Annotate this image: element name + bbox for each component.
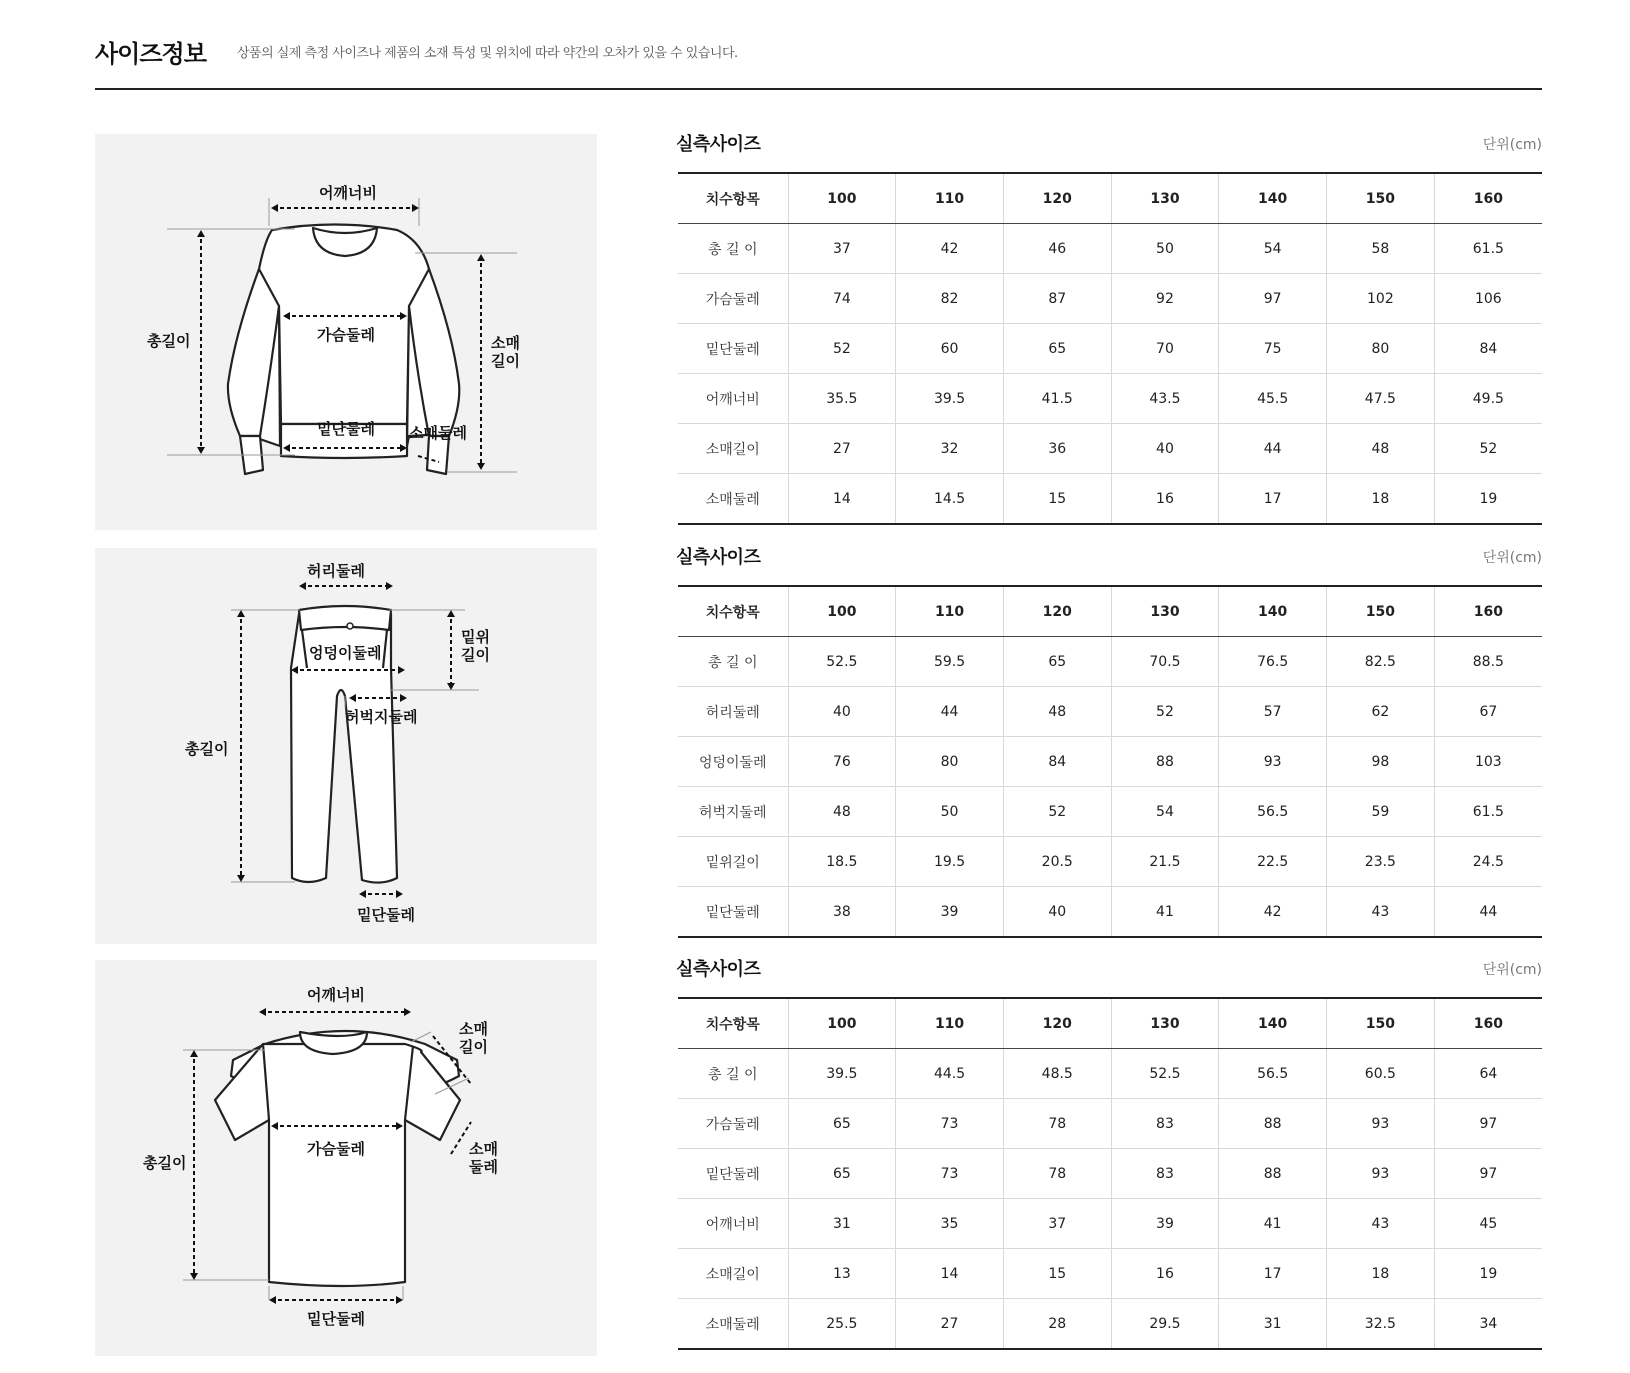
header-cell-size: 150 [1327,173,1435,224]
row-label-cell: 가슴둘레 [678,1099,788,1149]
header-cell-size: 140 [1219,998,1327,1049]
value-cell: 88.5 [1434,637,1542,687]
value-cell: 73 [896,1099,1004,1149]
row-label-cell: 어깨너비 [678,374,788,424]
value-cell: 75 [1219,324,1327,374]
row-label-cell: 어깨너비 [678,1199,788,1249]
table-header-row [678,998,1542,1049]
value-cell: 78 [1003,1149,1111,1199]
value-cell: 18 [1327,474,1435,525]
row-label-cell: 허벅지둘레 [678,787,788,837]
value-cell: 32 [896,424,1004,474]
row-label-cell: 총 길 이 [678,224,788,274]
unit-label: 단위(cm) [1482,550,1542,566]
label-chest: 가슴둘레 [317,326,375,344]
table-row [678,1299,1542,1350]
value-cell: 18 [1327,1249,1435,1299]
value-cell: 50 [1111,224,1219,274]
header-cell-size: 100 [788,173,896,224]
label-tshirt-sleeve-length-2: 길이 [459,1038,488,1056]
row-label-cell: 밑단둘레 [678,1149,788,1199]
value-cell: 76.5 [1219,637,1327,687]
value-cell: 67 [1434,687,1542,737]
header-cell-size: 120 [1003,173,1111,224]
value-cell: 15 [1003,1249,1111,1299]
size-table [678,172,1542,525]
header-cell-size: 120 [1003,586,1111,637]
value-cell: 14 [788,474,896,525]
value-cell: 106 [1434,274,1542,324]
value-cell: 80 [896,737,1004,787]
value-cell: 28 [1003,1299,1111,1350]
value-cell: 41.5 [1003,374,1111,424]
value-cell: 38 [788,887,896,938]
value-cell: 103 [1434,737,1542,787]
value-cell: 88 [1219,1099,1327,1149]
value-cell: 39.5 [788,1049,896,1099]
page-title: 사이즈정보 [95,40,206,68]
tshirt-sleeve-hem-measure-line [451,1122,471,1154]
value-cell: 17 [1219,474,1327,525]
value-cell: 31 [788,1199,896,1249]
row-label-cell: 밑위길이 [678,837,788,887]
value-cell: 83 [1111,1149,1219,1199]
table-row [678,274,1542,324]
value-cell: 97 [1434,1099,1542,1149]
value-cell: 15 [1003,474,1111,525]
table-header-row [678,173,1542,224]
value-cell: 19 [1479,490,1498,507]
value-cell: 20.5 [1003,837,1111,887]
header-cell-size: 150 [1327,586,1435,637]
value-cell: 80 [1327,324,1435,374]
header-cell-size: 130 [1111,586,1219,637]
value-cell: 18.5 [788,837,896,887]
header-cell-size: 110 [896,998,1004,1049]
label-tshirt-chest: 가슴둘레 [307,1140,365,1158]
value-cell: 23.5 [1327,837,1435,887]
value-cell: 35.5 [788,374,896,424]
section-title: 실측사이즈 [676,547,761,568]
unit-label: 단위(cm) [1482,137,1542,153]
label-hem: 밑단둘레 [317,420,375,438]
row-label-cell: 밑단둘레 [678,324,788,374]
value-cell: 40 [1111,424,1219,474]
table-row [678,374,1542,424]
label-pants-hem: 밑단둘레 [357,906,415,924]
section-title: 실측사이즈 [676,134,761,155]
value-cell: 39 [1111,1199,1219,1249]
pants-diagram [95,548,597,944]
size-info-header [95,30,1542,90]
value-cell: 34 [1479,1315,1498,1332]
value-cell: 50 [896,787,1004,837]
table-row [678,737,1542,787]
value-cell: 16 [1111,1249,1219,1299]
table-row [678,1249,1542,1299]
row-label-cell: 소매둘레 [678,474,788,525]
value-cell: 83 [1111,1099,1219,1149]
value-cell: 64 [1434,1049,1542,1099]
value-cell: 41 [1111,887,1219,938]
table-row [678,787,1542,837]
value-cell: 61.5 [1434,787,1542,837]
value-cell: 70.5 [1111,637,1219,687]
value-cell: 88 [1111,737,1219,787]
table-row [678,637,1542,687]
header-cell-size: 110 [896,173,1004,224]
value-cell: 16 [1111,474,1219,525]
value-cell: 25.5 [788,1299,896,1350]
value-cell: 61.5 [1434,224,1542,274]
table-row [678,1149,1542,1199]
table-row [678,837,1542,887]
label-total-length: 총길이 [147,332,191,350]
sweatshirt-illustration [95,134,597,530]
value-cell: 65 [788,1149,896,1199]
section-title: 실측사이즈 [676,959,761,980]
value-cell: 65 [788,1099,896,1149]
value-cell: 35 [896,1199,1004,1249]
label-sleeve-length-1: 소매 [491,334,520,352]
value-cell: 87 [1003,274,1111,324]
value-cell: 24.5 [1434,837,1542,887]
value-cell: 62 [1327,687,1435,737]
value-cell: 27 [788,424,896,474]
value-cell: 57 [1219,687,1327,737]
value-cell: 60.5 [1327,1049,1435,1099]
header-cell-size: 160 [1434,586,1542,637]
value-cell: 56.5 [1219,787,1327,837]
header-cell-size: 100 [788,998,896,1049]
value-cell: 97 [1434,1149,1542,1199]
value-cell: 44 [1219,424,1327,474]
value-cell: 47.5 [1327,374,1435,424]
value-cell: 48 [1003,687,1111,737]
value-cell: 52 [1003,787,1111,837]
value-cell: 44.5 [896,1049,1004,1099]
value-cell: 14.5 [896,474,1004,525]
value-cell: 41 [1219,1199,1327,1249]
table-header-row [678,586,1542,637]
row-label-cell: 허리둘레 [678,687,788,737]
header-cell-size: 130 [1111,998,1219,1049]
value-cell: 43 [1327,1199,1435,1249]
value-cell: 39 [896,887,1004,938]
table-row [678,1099,1542,1149]
tshirt-illustration [95,960,597,1356]
label-sleeve-length-2: 길이 [491,352,520,370]
label-thigh: 허벅지둘레 [345,708,418,726]
size-table [678,585,1542,938]
value-cell: 44 [896,687,1004,737]
unit-label: 단위(cm) [1482,962,1542,978]
value-cell: 32.5 [1327,1299,1435,1350]
label-tshirt-sleeve-length-1: 소매 [459,1020,488,1038]
value-cell: 102 [1327,274,1435,324]
header-cell-size: 140 [1219,173,1327,224]
table-row [678,474,1542,525]
value-cell: 27 [896,1299,1004,1350]
value-cell: 42 [896,224,1004,274]
value-cell: 54 [1111,787,1219,837]
header-cell-item: 치수항목 [678,586,788,637]
label-sleeve-hem: 소매둘레 [409,424,467,442]
tshirt-diagram [95,960,597,1356]
value-cell: 37 [1003,1199,1111,1249]
row-label-cell: 소매길이 [678,424,788,474]
value-cell: 93 [1219,737,1327,787]
value-cell: 52 [1111,687,1219,737]
size-table [678,997,1542,1350]
value-cell: 97 [1219,274,1327,324]
value-cell: 93 [1327,1149,1435,1199]
value-cell: 56.5 [1219,1049,1327,1099]
value-cell: 59.5 [896,637,1004,687]
table-row [678,887,1542,938]
value-cell: 45 [1434,1199,1542,1249]
label-tshirt-hem: 밑단둘레 [307,1310,365,1328]
label-tshirt-shoulder: 어깨너비 [307,986,365,1004]
value-cell: 84 [1434,324,1542,374]
label-tshirt-sleeve-hem-1: 소매 [469,1140,498,1158]
header-cell-size: 160 [1434,173,1542,224]
value-cell: 40 [1003,887,1111,938]
value-cell: 22.5 [1219,837,1327,887]
value-cell: 73 [896,1149,1004,1199]
value-cell: 65 [1003,637,1111,687]
value-cell: 52.5 [1111,1049,1219,1099]
value-cell: 37 [788,224,896,274]
row-label-cell: 가슴둘레 [678,274,788,324]
value-cell: 92 [1111,274,1219,324]
header-cell-size: 100 [788,586,896,637]
value-cell: 19.5 [896,837,1004,887]
table-row [678,424,1542,474]
value-cell: 52 [1434,424,1542,474]
value-cell: 36 [1003,424,1111,474]
label-tshirt-sleeve-hem-2: 둘레 [469,1158,498,1176]
row-label-cell: 엉덩이둘레 [678,737,788,787]
value-cell: 31 [1219,1299,1327,1350]
value-cell: 98 [1327,737,1435,787]
value-cell: 84 [1003,737,1111,787]
value-cell: 45.5 [1219,374,1327,424]
value-cell: 17 [1219,1249,1327,1299]
table-row [678,1199,1542,1249]
value-cell: 44 [1479,903,1498,920]
value-cell: 82 [896,274,1004,324]
row-label-cell: 소매둘레 [678,1299,788,1350]
value-cell: 40 [788,687,896,737]
value-cell: 39.5 [896,374,1004,424]
value-cell: 93 [1327,1099,1435,1149]
header-cell-item: 치수항목 [678,998,788,1049]
value-cell: 49.5 [1434,374,1542,424]
value-cell: 70 [1111,324,1219,374]
value-cell: 21.5 [1111,837,1219,887]
value-cell: 54 [1219,224,1327,274]
row-label-cell: 밑단둘레 [678,887,788,938]
header-cell-size: 150 [1327,998,1435,1049]
header-cell-item: 치수항목 [678,173,788,224]
pants-illustration [95,548,597,944]
header-cell-size: 160 [1434,998,1542,1049]
table-row [678,1049,1542,1099]
row-label-cell: 총 길 이 [678,1049,788,1099]
label-shoulder: 어깨너비 [319,184,377,202]
header-cell-size: 140 [1219,586,1327,637]
value-cell: 74 [788,274,896,324]
value-cell: 52 [788,324,896,374]
value-cell: 42 [1219,887,1327,938]
label-pants-total-length: 총길이 [185,740,229,758]
value-cell: 13 [788,1249,896,1299]
value-cell: 43 [1327,887,1435,938]
value-cell: 65 [1003,324,1111,374]
row-label-cell: 총 길 이 [678,637,788,687]
value-cell: 76 [788,737,896,787]
table-row [678,224,1542,274]
value-cell: 58 [1327,224,1435,274]
label-waist: 허리둘레 [307,562,365,580]
value-cell: 60 [896,324,1004,374]
value-cell: 78 [1003,1099,1111,1149]
header-cell-size: 110 [896,586,1004,637]
value-cell: 48 [788,787,896,837]
value-cell: 48.5 [1003,1049,1111,1099]
value-cell: 88 [1219,1149,1327,1199]
header-cell-size: 120 [1003,998,1111,1049]
label-tshirt-total-length: 총길이 [143,1154,187,1172]
header-cell-size: 130 [1111,173,1219,224]
label-rise-2: 길이 [461,646,490,664]
label-hip: 엉덩이둘레 [309,644,382,662]
value-cell: 48 [1327,424,1435,474]
value-cell: 59 [1327,787,1435,837]
value-cell: 29.5 [1111,1299,1219,1350]
measurement-notice: 상품의 실제 측정 사이즈나 제품의 소재 특성 및 위치에 따라 약간의 오차가 있을 수 있습니다. [237,46,738,61]
value-cell: 82.5 [1327,637,1435,687]
value-cell: 19 [1434,1249,1542,1299]
table-row [678,324,1542,374]
value-cell: 43.5 [1111,374,1219,424]
table-row [678,687,1542,737]
row-label-cell: 소매길이 [678,1249,788,1299]
label-rise-1: 밑위 [461,628,490,646]
value-cell: 14 [896,1249,1004,1299]
sweatshirt-diagram [95,134,597,530]
value-cell: 52.5 [788,637,896,687]
value-cell: 46 [1003,224,1111,274]
